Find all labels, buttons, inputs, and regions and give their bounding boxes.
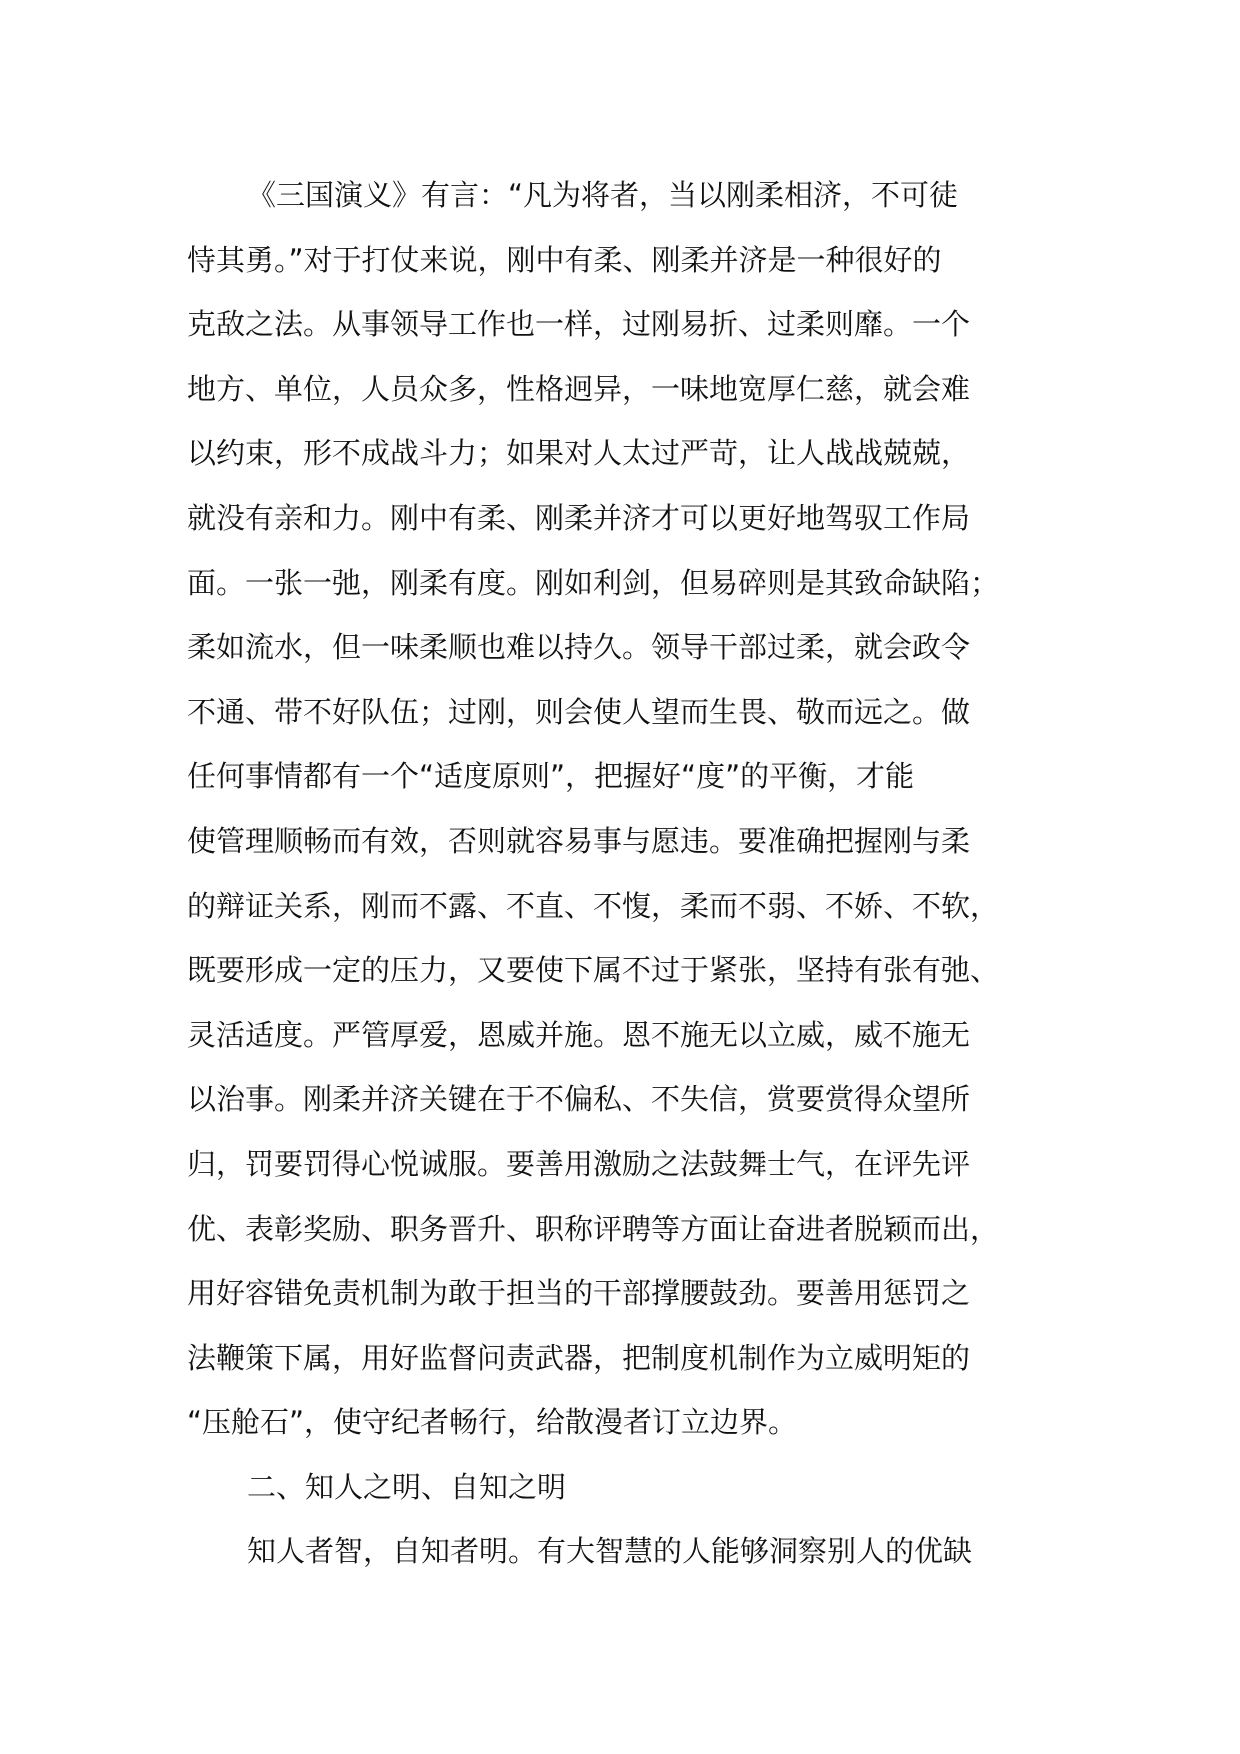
paragraph-1-line: 地方、单位，人员众多，性格迥异，一味地宽厚仁慈，就会难 <box>187 371 971 406</box>
document-body <box>187 163 1087 1584</box>
paragraph-1-line: 优、表彰奖励、职务晋升、职称评聘等方面让奋进者脱颖而出， <box>187 1211 1000 1246</box>
paragraph-1-line: 柔如流水，但一味柔顺也难以持久。领导干部过柔，就会政令 <box>187 630 971 665</box>
paragraph-1-line: 以治事。刚柔并济关键在于不偏私、不失信，赏要赏得众望所 <box>187 1082 971 1117</box>
paragraph-1-line: 法鞭策下属，用好监督问责武器，把制度机制作为立威明矩的 <box>187 1340 971 1375</box>
paragraph-1-line: 恃其勇。”对于打仗来说，刚中有柔、刚柔并济是一种很好的 <box>187 242 942 277</box>
paragraph-1-line: 以约束，形不成战斗力；如果对人太过严苛，让人战战兢兢， <box>187 436 971 471</box>
section-heading: 二、知人之明、自知之明 <box>247 1469 567 1504</box>
paragraph-1-line: 灵活适度。严管厚爱，恩威并施。恩不施无以立威，威不施无 <box>187 1017 971 1052</box>
paragraph-1-line: 《三国演义》有言：“凡为将者，当以刚柔相济，不可徒 <box>247 178 959 212</box>
paragraph-1-line: 使管理顺畅而有效，否则就容易事与愿违。要准确把握刚与柔 <box>187 823 971 858</box>
paragraph-1-line: “压舱石”，使守纪者畅行，给散漫者订立边界。 <box>187 1405 798 1440</box>
paragraph-1-line: 既要形成一定的压力，又要使下属不过于紧张，坚持有张有弛、 <box>187 953 1000 988</box>
paragraph-1-line: 克敌之法。从事领导工作也一样，过刚易折、过柔则靡。一个 <box>187 307 971 342</box>
paragraph-1-line: 不通、带不好队伍；过刚，则会使人望而生畏、敬而远之。做 <box>187 694 971 729</box>
paragraph-1-line: 任何事情都有一个“适度原则”，把握好“度”的平衡，才能 <box>187 759 915 794</box>
paragraph-1-line: 用好容错免责机制为敢于担当的干部撑腰鼓劲。要善用惩罚之 <box>187 1276 971 1311</box>
paragraph-1-line: 就没有亲和力。刚中有柔、刚柔并济才可以更好地驾驭工作局 <box>187 500 971 535</box>
paragraph-1-line: 归，罚要罚得心悦诚服。要善用激励之法鼓舞士气，在评先评 <box>187 1146 971 1181</box>
paragraph-1-line: 面。一张一弛，刚柔有度。刚如利剑，但易碎则是其致命缺陷； <box>187 565 1000 600</box>
paragraph-2-line: 知人者智，自知者明。有大智慧的人能够洞察别人的优缺 <box>247 1534 973 1569</box>
paragraph-1-line: 的辩证关系，刚而不露、不直、不愎，柔而不弱、不娇、不软， <box>187 888 1000 923</box>
